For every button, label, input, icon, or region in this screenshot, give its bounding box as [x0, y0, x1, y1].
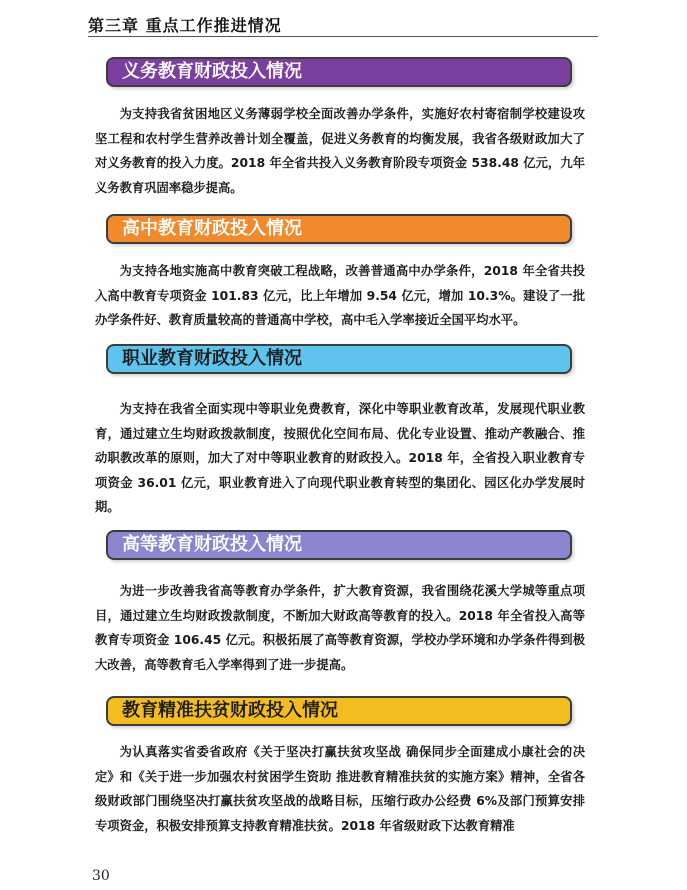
section-title-vocational-education: 职业教育财政投入情况 — [106, 344, 572, 374]
page-number: 30 — [92, 868, 110, 884]
section-title-poverty-alleviation-education: 教育精准扶贫财政投入情况 — [106, 696, 572, 726]
running-header — [88, 10, 598, 37]
section-body-compulsory-education: 为支持我省贫困地区义务薄弱学校全面改善办学条件，实施好农村寄宿制学校建设攻坚工程和农村学生营养改善计划全覆盖，促进义务教育的均衡发展，我省各级财政加大了对义务教育的投入力度。2018 年全省共投入义务教育阶段专项资金 538.48 亿元，九年义务教育巩固率稳步提高。 — [95, 107, 585, 195]
chapter-title: 第三章 重点工作推进情况 — [88, 16, 282, 35]
section-title-higher-education: 高等教育财政投入情况 — [106, 530, 572, 560]
section-title-compulsory-education: 义务教育财政投入情况 — [106, 57, 572, 87]
section-body-poverty-alleviation-education: 为认真落实省委省政府《关于坚决打赢扶贫攻坚战 确保同步全面建成小康社会的决定》和《关于进一步加强农村贫困学生资助 推进教育精准扶贫的实施方案》精神，全省各级财政部门围绕坚决打赢扶贫攻坚战的战略目标，压缩行政办公经费 6%及部门预算安排专项资金，积极安排预算支持教育精准扶贫。2018 年省级财政下达教育精准 — [95, 745, 585, 833]
section-body-vocational-education: 为支持在我省全面实现中等职业免费教育，深化中等职业教育改革，发展现代职业教育，通过建立生均财政拨款制度，按照优化空间布局、优化专业设置、推动产教融合、推动职教改革的原则，加大了对中等职业教育的财政投入。2018 年，全省投入职业教育专项资金 36.01 亿元，职业教育进入了向现代职业教育转型的集团化、园区化办学发展时期。 — [95, 402, 585, 514]
section-body-high-school-education: 为支持各地实施高中教育突破工程战略，改善普通高中办学条件，2018 年全省共投入高中教育专项资金 101.83 亿元，比上年增加 9.54 亿元，增加 10.3%。建设了一批办学条件好、教育质量较高的普通高中学校，高中毛入学率接近全国平均水平。 — [95, 264, 585, 327]
section-body-higher-education: 为进一步改善我省高等教育办学条件，扩大教育资源，我省围绕花溪大学城等重点项目，通过建立生均财政拨款制度，不断加大财政高等教育的投入。2018 年全省投入高等教育专项资金 106.45 亿元。积极拓展了高等教育资源，学校办学环境和办学条件得到极大改善，高等教育毛入学率得到了进一步提高。 — [95, 584, 585, 672]
section-title-high-school-education: 高中教育财政投入情况 — [106, 214, 572, 244]
